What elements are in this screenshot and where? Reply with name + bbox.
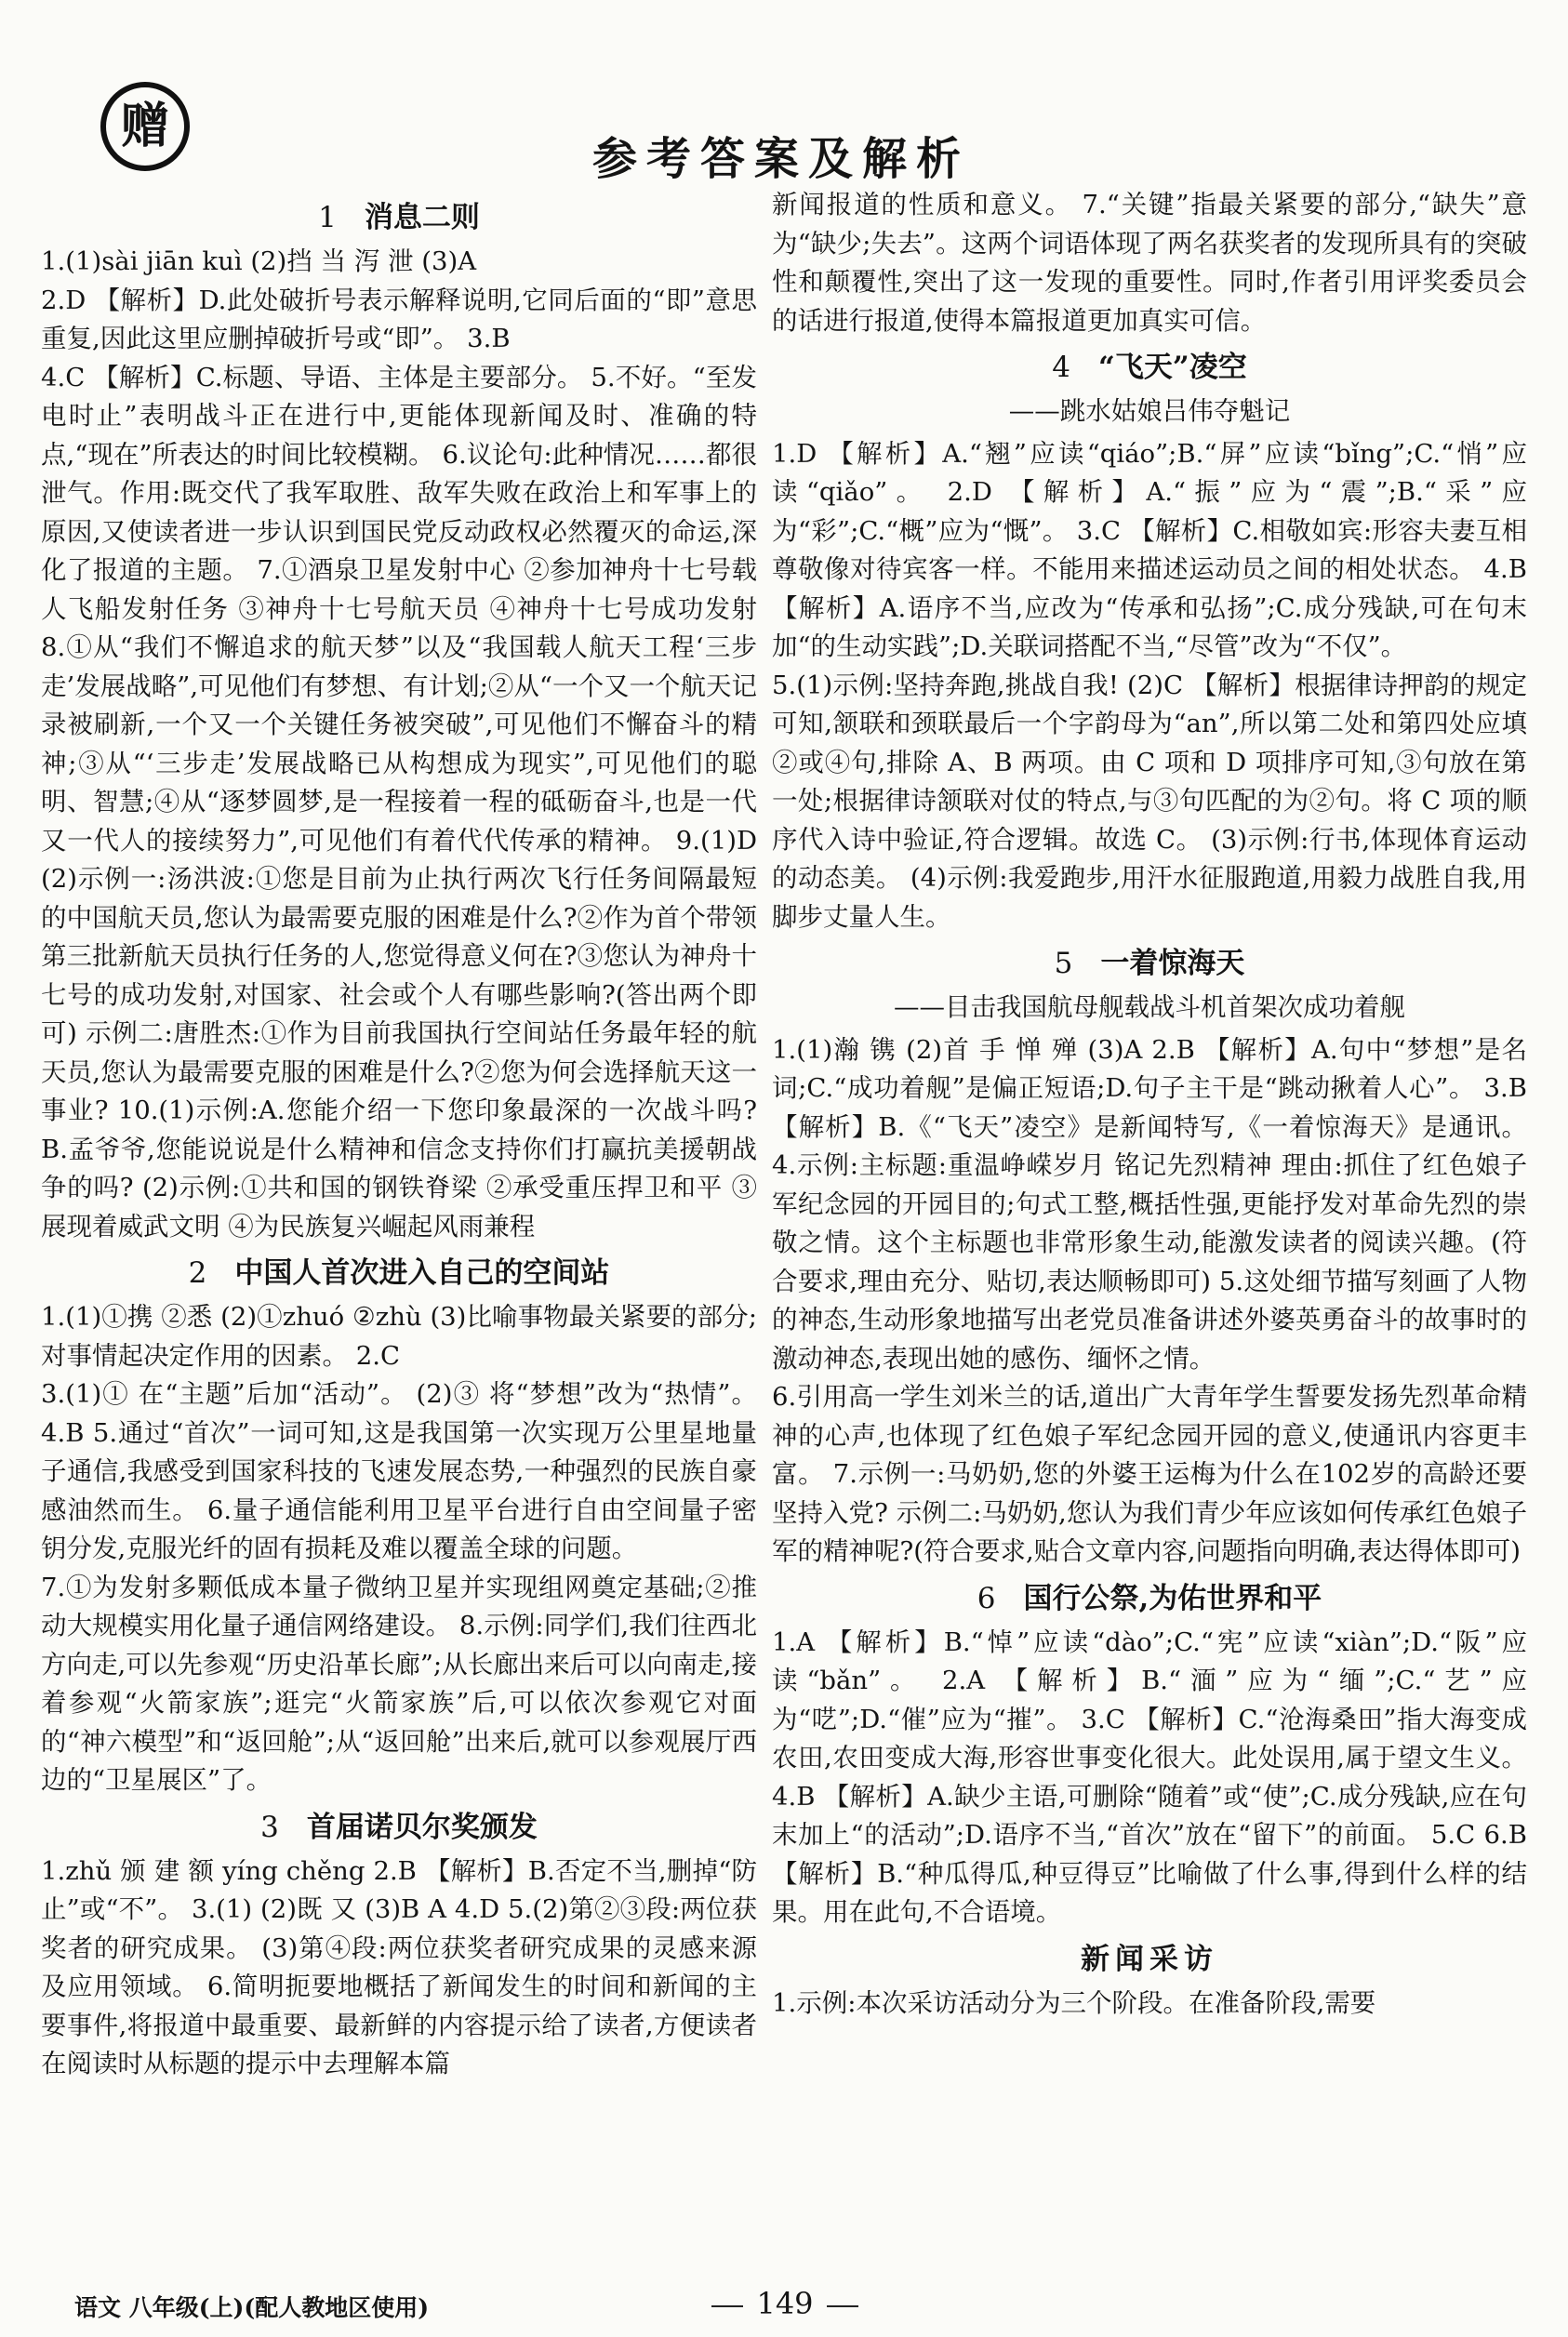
answer-paragraph: 1.D 【解析】A.“翘”应读“qiáo”;B.“屏”应读“bǐng”;C.“悄”应读“qiǎo”。 2.D 【解析】A.“振”应为“震”;B.“采”应为“彩”;C.“概”应为“慨”。 3.C 【解析】C.相敬如宾:形容夫妻互相尊敬像对待宾客一样。不能用来描述运动员之间的相处状态。 4.B 【解析】A.语序不当,应改为“传承和弘扬”;C.成分残缺,可在句末加“的生动实践”;D.关联词搭配不当,“尽管”改为“不仅”。	[772, 438, 1527, 661]
answer-paragraph: 6.引用高一学生刘米兰的话,道出广大青年学生誓要发扬先烈革命精神的心声,也体现了红色娘子军纪念园开园的意义,使通讯内容更丰富。 7.示例一:马奶奶,您的外婆王运梅为什么在102岁的高龄还要坚持入党? 示例二:马奶奶,您认为我们青少年应该如何传承红色娘子军的精神呢?(符合要求,贴合文章内容,问题指向明确,表达得体即可)	[772, 1382, 1527, 1566]
section-number: 2	[188, 1256, 207, 1290]
answer-paragraph: 1.示例:本次采访活动分为三个阶段。在准备阶段,需要	[772, 1987, 1376, 2018]
answer-paragraph: 1.zhǔ 颁 建 额 yíng chěng 2.B 【解析】B.否定不当,删掉“防止”或“不”。 3.(1) (2)既 又 (3)B A 4.D 5.(2)第②③段:两位获奖者的研究成果。 (3)第④段:两位获奖者研究成果的灵感来源及应用领域。 6.简明扼要地概括了新闻发生的时间和新闻的主要事件,将报道中最重要、最新鲜的内容提示给了读者,方便读者在阅读时从标题的提示中去理解本篇	[41, 1855, 757, 2078]
section-title: 消息二则	[364, 201, 480, 234]
section-heading	[41, 196, 757, 239]
answer-paragraph: 7.①为发射多颗低成本量子微纳卫星并实现组网奠定基础;②推动大规模实用化量子通信网络建设。 8.示例:同学们,我们往西北方向走,可以先参观“历史沿革长廊”;从长廊出来后可以向南走,接着参观“火箭家族”;逛完“火箭家族”后,可以依次参观它对面的“神六模型”和“返回舱”;从“返回舱”出来后,就可以参观展厅西边的“卫星展区”了。	[41, 1572, 757, 1795]
answer-paragraph: 5.(1)示例:坚持奔跑,挑战自我! (2)C 【解析】根据律诗押韵的规定可知,颔联和颈联最后一个字韵母为“an”,所以第二处和第四处应填②或④句,排除 A、B 两项。由 C 项和 D 项排序可知,③句放在第一处;根据律诗颔联对仗的特点,与③句匹配的为②句。将 C 项的顺序代入诗中验证,符合逻辑。故选 C。 (3)示例:行书,体现体育运动的动态美。 (4)示例:我爱跑步,用汗水征服跑道,用毅力战胜自我,用脚步丈量人生。	[772, 670, 1527, 932]
section-heading	[41, 1806, 757, 1849]
section-heading	[772, 942, 1527, 985]
page-number: 149	[692, 2286, 878, 2321]
section-number: 3	[260, 1810, 279, 1844]
answer-paragraph: 2.D 【解析】D.此处破折号表示解释说明,它同后面的“即”意思重复,因此这里应删掉破折号或“即”。 3.B	[41, 285, 757, 353]
course-label: 语文 八年级(上)(配人教地区使用)	[74, 2294, 430, 2321]
page-footer	[41, 2286, 1527, 2323]
section-title: 中国人首次进入自己的空间站	[234, 1256, 610, 1290]
section-heading	[772, 1938, 1527, 1981]
section-subtitle: ——跳水姑娘吕伟夺魁记	[1008, 396, 1291, 426]
section-title: 新闻采访	[1081, 1942, 1218, 1976]
section-title: “飞天”凌空	[1098, 351, 1247, 384]
gift-badge-char: 赠	[120, 98, 169, 154]
section-number: 4	[1052, 351, 1071, 384]
answer-paragraph: 新闻报道的性质和意义。 7.“关键”指最关紧要的部分,“缺失”意为“缺少;失去”。这两个词语体现了两名获奖者的发现所具有的突破性和颠覆性,突出了这一发现的重要性。同时,作者引用评奖委员会的话进行报道,使得本篇报道更加真实可信。	[772, 190, 1527, 336]
answer-paragraph: 1.A 【解析】B.“悼”应读“dào”;C.“宪”应读“xiàn”;D.“阪”应读“bǎn”。 2.A 【解析】B.“湎”应为“缅”;C.“艺”应为“呓”;D.“催”应为“摧”。 3.C 【解析】C.“沧海桑田”指大海变成农田,农田变成大海,形容世事变化很大。此处误用,属于望文生义。 4.B 【解析】A.缺少主语,可删除“随着”或“使”;C.成分残缺,应在句末加上“的活动”;D.语序不当,“首次”放在“留下”的前面。 5.C 6.B 【解析】B.“种瓜得瓜,种豆得豆”比喻做了什么事,得到什么样的结果。用在此句,不合语境。	[772, 1627, 1527, 1927]
answer-paragraph: 3.(1)① 在“主题”后加“活动”。 (2)③ 将“梦想”改为“热情”。 4.B 5.通过“首次”一词可知,这是我国第一次实现万公里星地量子通信,我感受到国家科技的飞速发展态势,一种强烈的民族自豪感油然而生。 6.量子通信能利用卫星平台进行自由空间量子密钥分发,克服光纤的固有损耗及难以覆盖全球的问题。	[41, 1379, 757, 1563]
answer-paragraph: 1.(1)sài jiān kuì (2)挡 当 泻 泄 (3)A	[41, 246, 477, 276]
section-subtitle: ——目击我国航母舰载战斗机首架次成功着舰	[894, 992, 1405, 1022]
section-title: 国行公祭,为佑世界和平	[1023, 1581, 1322, 1615]
section-title: 一着惊海天	[1100, 947, 1245, 980]
section-number: 5	[1054, 947, 1073, 980]
answer-paragraph: 1.(1)①携 ②悉 (2)①zhuó ②zhù (3)比喻事物最关紧要的部分;对事情起决定作用的因素。 2.C	[41, 1302, 757, 1371]
page-title: 参考答案及解析	[591, 133, 970, 185]
section-number: 6	[977, 1581, 996, 1615]
answer-paragraph: 4.C 【解析】C.标题、导语、主体是主要部分。 5.不好。“至发电时止”表明战斗正在进行中,更能体现新闻及时、准确的特点,“现在”所表达的时间比较模糊。 6.议论句:此种情况……都很泄气。作用:既交代了我军取胜、敌军失败在政治上和军事上的原因,又使读者进一步认识到国民党反动政权必然覆灭的命运,深化了报道的主题。 7.①酒泉卫星发射中心 ②参加神舟十七号载人飞船发射任务 ③神舟十七号航天员 ④神舟十七号成功发射 8.①从“我们不懈追求的航天梦”以及“我国载人航天工程‘三步走’发展战略”,可见他们有梦想、有计划;②从“一个又一个航天记录被刷新,一个又一个关键任务被突破”,可见他们不懈奋斗的精神;③从“‘三步走’发展战略已从构想成为现实”,可见他们的聪明、智慧;④从“逐梦圆梦,是一程接着一程的砥砺奋斗,也是一代又一代人的接续努力”,可见他们有着代代传承的精神。 9.(1)D (2)示例一:汤洪波:①您是目前为止执行两次飞行任务间隔最短的中国航天员,您认为最需要克服的困难是什么?②作为首个带领第三批新航天员执行任务的人,您觉得意义何在?③您认为神舟十七号的成功发射,对国家、社会或个人有哪些影响?(答出两个即可) 示例二:唐胜杰:①作为目前我国执行空间站任务最年轻的航天员,您认为最需要克服的困难是什么?②您为何会选择航天这一事业? 10.(1)示例:A.您能介绍一下您印象最深的一次战斗吗? B.孟爷爷,您能说说是什么精神和信念支持你们打赢抗美援朝战争的吗? (2)示例:①共和国的钢铁脊梁 ②承受重压捍卫和平 ③展现着威武文明 ④为民族复兴崛起风雨兼程	[41, 362, 757, 1242]
section-heading	[772, 346, 1527, 389]
left-column	[41, 191, 757, 2084]
section-heading	[772, 1577, 1527, 1620]
gift-badge	[100, 82, 190, 171]
right-column	[772, 186, 1527, 2023]
section-number: 1	[318, 201, 337, 234]
section-heading	[41, 1252, 757, 1295]
answer-paragraph: 1.(1)瀚 镌 (2)首 手 惮 殚 (3)A 2.B 【解析】A.句中“梦想”是名词;C.“成功着舰”是偏正短语;D.句子主干是“跳动揪着人心”。 3.B 【解析】B.《“飞天”凌空》是新闻特写,《一着惊海天》是通讯。 4.示例:主标题:重温峥嵘岁月 铭记先烈精神 理由:抓住了红色娘子军纪念园的开园目的;句式工整,概括性强,更能抒发对革命先烈的崇敬之情。这个主标题也非常形象生动,能激发读者的阅读兴趣。(符合要求,理由充分、贴切,表达顺畅即可) 5.这处细节描写刻画了人物的神态,生动形象地描写出老党员准备讲述外婆英勇奋斗的故事时的激动神态,表现出她的感伤、缅怀之情。	[772, 1034, 1527, 1374]
section-title: 首届诺贝尔奖颁发	[306, 1810, 538, 1844]
